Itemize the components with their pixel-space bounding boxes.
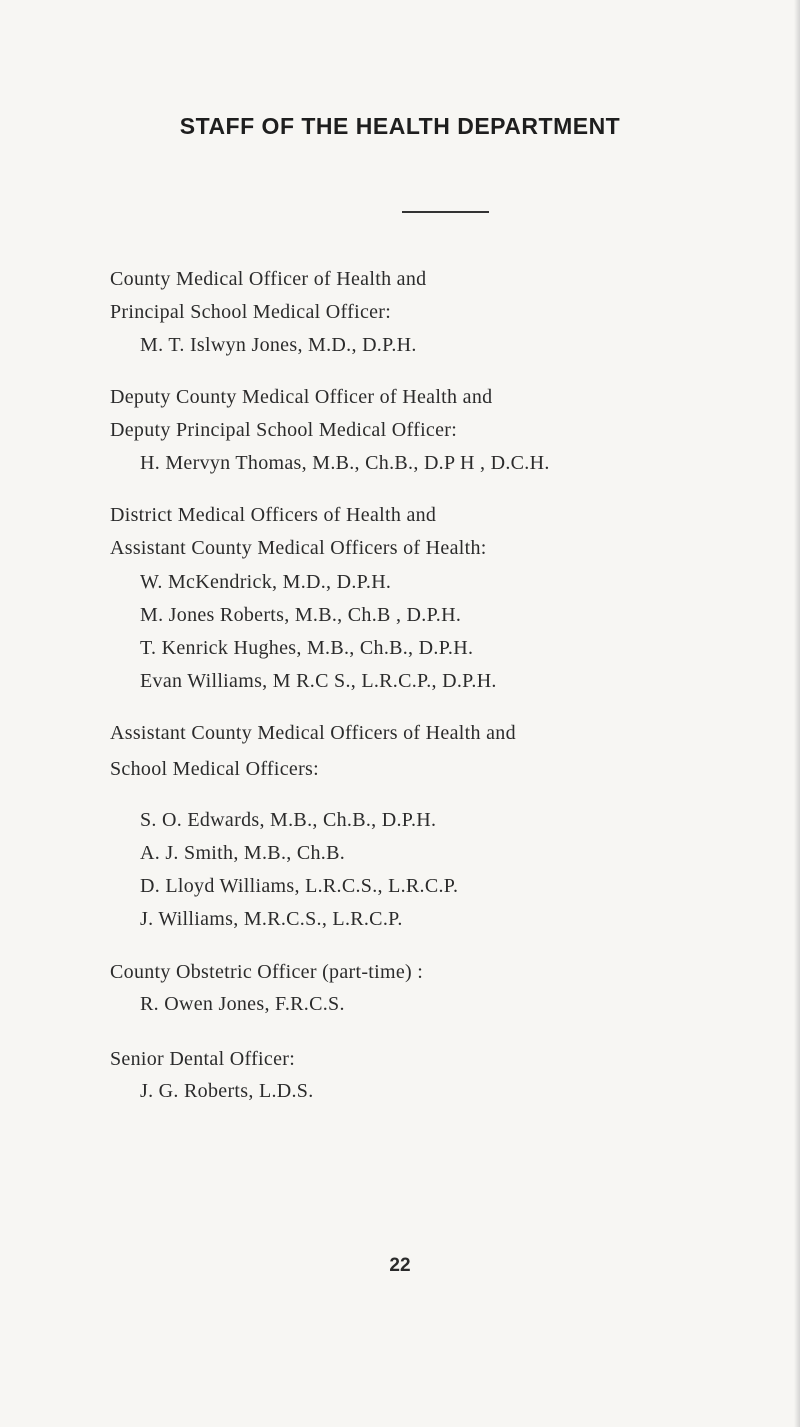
heading-dental: Senior Dental Officer: <box>110 1048 296 1070</box>
page-number: 22 <box>389 1255 411 1276</box>
heading-deputy-line-1: Deputy County Medical Officer of Health and <box>110 386 493 408</box>
staff-name: Evan Williams, M R.C S., L.R.C.P., D.P.H. <box>140 670 497 692</box>
staff-name: M. Jones Roberts, M.B., Ch.B , D.P.H. <box>140 604 462 626</box>
heading-obstetric: County Obstetric Officer (part-time) : <box>110 961 424 983</box>
page-edge-shadow <box>794 0 800 1427</box>
staff-name: W. McKendrick, M.D., D.P.H. <box>140 571 392 593</box>
heading-district-line-2: Assistant County Medical Officers of Health: <box>110 537 487 559</box>
staff-name: M. T. Islwyn Jones, M.D., D.P.H. <box>140 334 417 356</box>
staff-name: R. Owen Jones, F.R.C.S. <box>140 993 345 1015</box>
heading-county-medical-officer-line-1: County Medical Officer of Health and <box>110 268 427 290</box>
staff-name: S. O. Edwards, M.B., Ch.B., D.P.H. <box>140 809 437 831</box>
staff-name: A. J. Smith, M.B., Ch.B. <box>140 842 346 864</box>
heading-assistant-line-1: Assistant County Medical Officers of Health and <box>110 722 516 744</box>
heading-deputy-line-2: Deputy Principal School Medical Officer: <box>110 419 458 441</box>
title-divider <box>402 211 489 213</box>
staff-name: H. Mervyn Thomas, M.B., Ch.B., D.P H , D.C.H. <box>140 452 550 474</box>
staff-name: J. Williams, M.R.C.S., L.R.C.P. <box>140 908 403 930</box>
heading-district-line-1: District Medical Officers of Health and <box>110 504 437 526</box>
heading-assistant-line-2: School Medical Officers: <box>110 758 319 780</box>
staff-name: J. G. Roberts, L.D.S. <box>140 1080 314 1102</box>
staff-name: D. Lloyd Williams, L.R.C.S., L.R.C.P. <box>140 875 459 897</box>
page-title: STAFF OF THE HEALTH DEPARTMENT <box>179 113 621 139</box>
heading-county-medical-officer-line-2: Principal School Medical Officer: <box>110 301 392 323</box>
staff-name: T. Kenrick Hughes, M.B., Ch.B., D.P.H. <box>140 637 474 659</box>
